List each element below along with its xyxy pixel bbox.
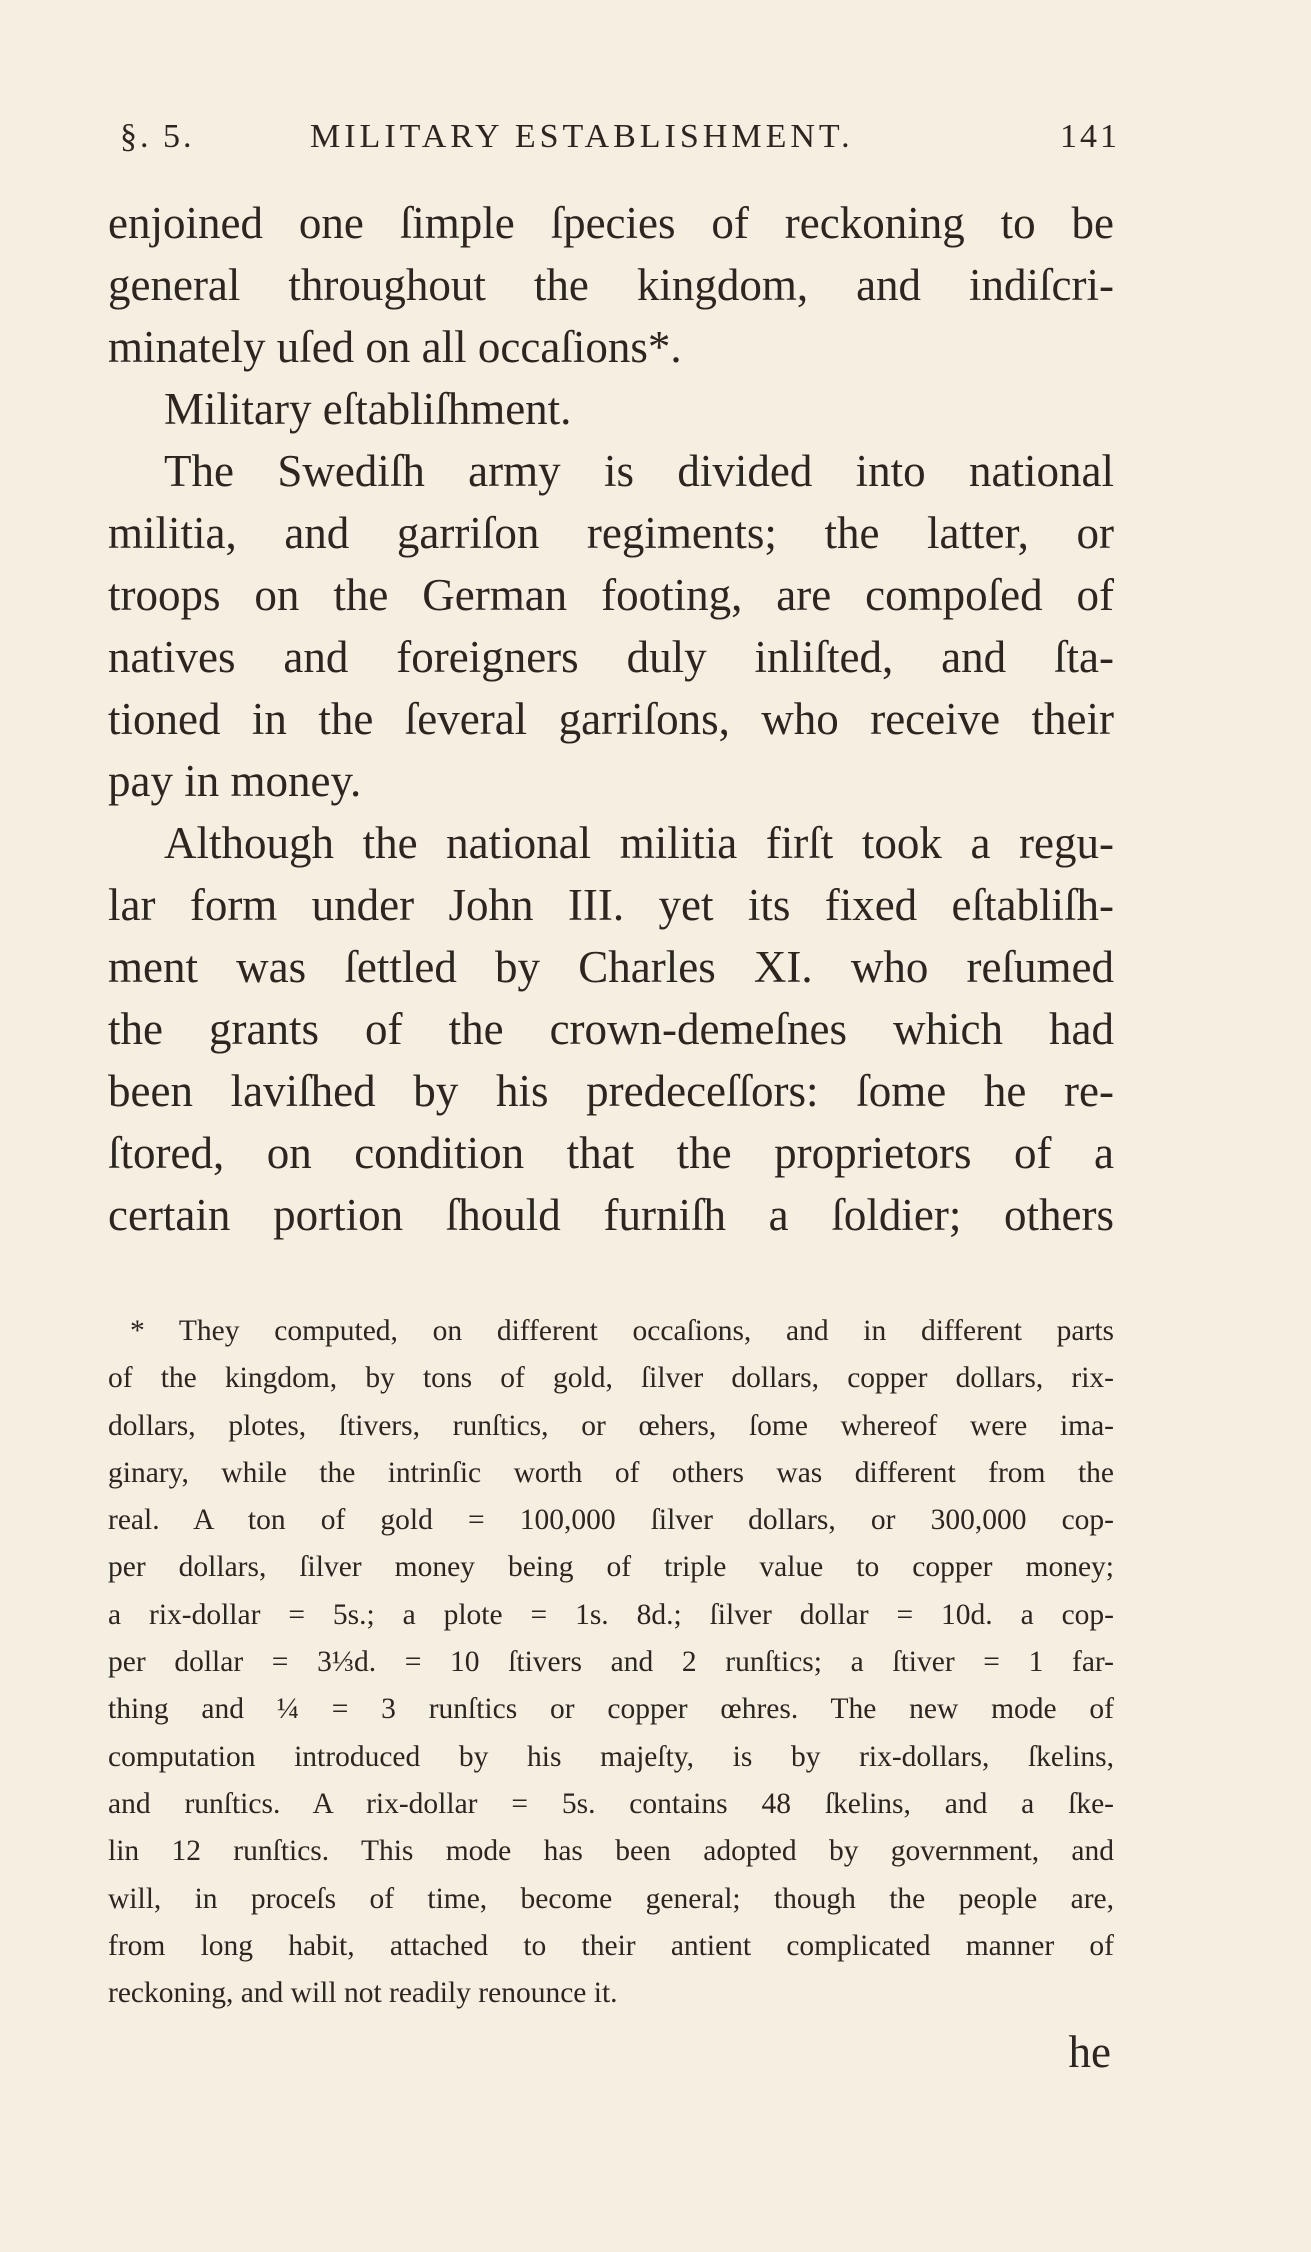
footnote-line: will, in proceſs of time, become general; though the people are, xyxy=(108,1882,1114,1915)
footnote-line: * They computed, on different occaſions, and in different parts xyxy=(130,1315,1114,1347)
footnote-line: per dollars, ſilver money being of triple value to copper money; xyxy=(108,1551,1114,1584)
text-line: been laviſhed by his predeceſſors: ſome he re- xyxy=(108,1066,1114,1116)
text-line: ſtored, on condition that the proprietors of a xyxy=(108,1128,1114,1178)
running-title: MILITARY ESTABLISHMENT. xyxy=(310,118,854,155)
footnote-line: of the kingdom, by tons of gold, ſilver dollars, copper dollars, rix- xyxy=(108,1362,1114,1395)
footnote-line: dollars, plotes, ſtivers, runſtics, or œhers, ſome whereof were ima- xyxy=(108,1409,1114,1442)
footnote-line: per dollar = 3⅓d. = 10 ſtivers and 2 runſtics; a ſtiver = 1 far- xyxy=(108,1646,1114,1679)
footnote-line: and runſtics. A rix-dollar = 5s. contains 48 ſkelins, and a ſke- xyxy=(108,1787,1114,1820)
footnote-line: real. A ton of gold = 100,000 ſilver dollars, or 300,000 cop- xyxy=(108,1504,1114,1537)
main-text xyxy=(108,192,1114,1246)
text-line: lar form under John III. yet its fixed eſtabliſh- xyxy=(108,880,1114,930)
footnote-line: ginary, while the intrinſic worth of others was different from the xyxy=(108,1456,1114,1489)
page-number: 141 xyxy=(1060,118,1120,155)
footnote-line: from long habit, attached to their antient complicated manner of xyxy=(108,1929,1114,1962)
text-line: the grants of the crown-demeſnes which had xyxy=(108,1004,1114,1054)
catchword: he xyxy=(1068,2027,1111,2077)
footnote-line: a rix-dollar = 5s.; a plote = 1s. 8d.; ſilver dollar = 10d. a cop- xyxy=(108,1598,1114,1631)
running-head xyxy=(120,118,1120,168)
text-line: tioned in the ſeveral garriſons, who receive their xyxy=(108,694,1114,744)
text-line: Military eſtabliſhment. xyxy=(164,384,572,434)
text-line: Although the national militia firſt took a regu- xyxy=(164,818,1114,868)
text-line: minately uſed on all occaſions*. xyxy=(108,322,682,372)
text-line: enjoined one ſimple ſpecies of reckoning to be xyxy=(108,198,1114,248)
footnote-line: computation introduced by his majeſty, is by rix-dollars, ſkelins, xyxy=(108,1740,1114,1773)
footnote xyxy=(108,1308,1114,2017)
section-mark: §. 5. xyxy=(120,118,195,155)
text-line: general throughout the kingdom, and indiſcri- xyxy=(108,260,1114,310)
text-line: natives and foreigners duly inliſted, and ſta- xyxy=(108,632,1114,682)
text-line: pay in money. xyxy=(108,756,362,806)
text-line: The Swediſh army is divided into national xyxy=(164,446,1114,496)
text-line: militia, and garriſon regiments; the latter, or xyxy=(108,508,1114,558)
text-line: troops on the German footing, are compoſed of xyxy=(108,570,1114,620)
text-line: ment was ſettled by Charles XI. who reſumed xyxy=(108,942,1114,992)
text-line: certain portion ſhould furniſh a ſoldier; others xyxy=(108,1190,1114,1240)
footnote-line: reckoning, and will not readily renounce it. xyxy=(108,1977,618,2010)
footnote-line: thing and ¼ = 3 runſtics or copper œhres. The new mode of xyxy=(108,1693,1114,1726)
footnote-line: lin 12 runſtics. This mode has been adopted by government, and xyxy=(108,1835,1114,1868)
